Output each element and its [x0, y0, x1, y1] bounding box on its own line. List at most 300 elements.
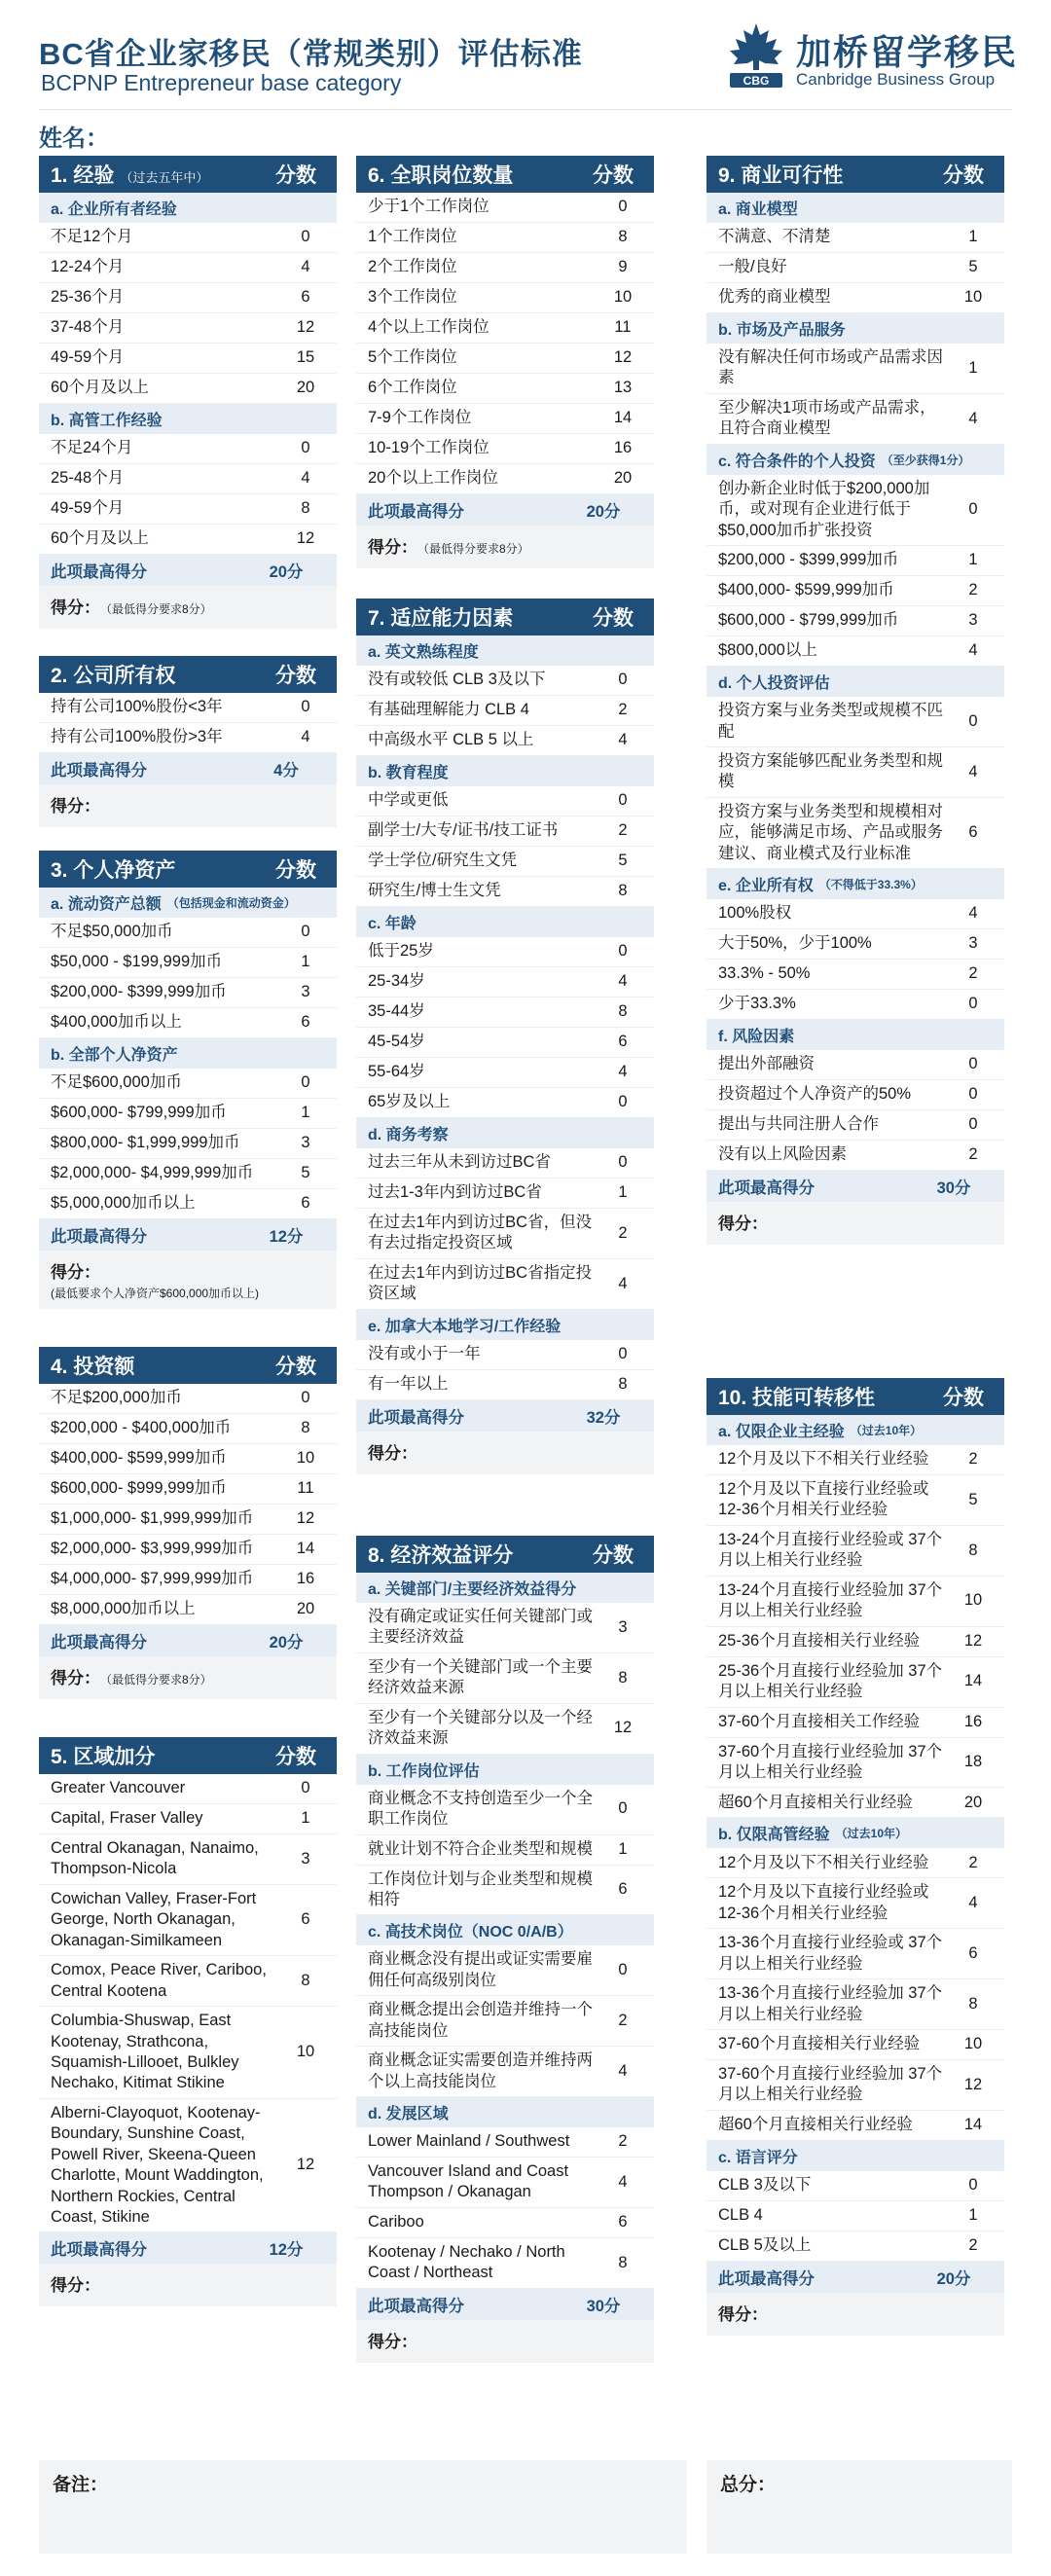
- criteria-score: 6: [618, 2213, 628, 2231]
- section-title: [51, 160, 267, 189]
- criteria-label: 不足12个月: [51, 228, 133, 246]
- subsection-header: [356, 1310, 654, 1340]
- criteria-row: [39, 1099, 337, 1129]
- section-title: [51, 660, 267, 689]
- score-column-header: 分数: [943, 164, 984, 187]
- criteria-row: [39, 464, 337, 494]
- criteria-label: 超60个月直接相关行业经验: [718, 1793, 913, 1811]
- criteria-label: 49-59个月: [51, 348, 125, 367]
- criteria-row: [707, 1657, 1004, 1708]
- criteria-row: [707, 1929, 1004, 1979]
- criteria-label: $400,000加币以上: [51, 1013, 182, 1032]
- criteria-row: [356, 1704, 654, 1755]
- criteria-row: [356, 2158, 654, 2208]
- subsection-title: b. 教育程度: [368, 765, 449, 781]
- section-title-text: 5. 区域加分: [51, 1746, 156, 1768]
- criteria-label: 13-24个月直接行业经验或 37个月以上相关行业经验: [718, 1530, 943, 1570]
- score-label: 得分：: [51, 797, 100, 816]
- subsection-title: c. 符合条件的个人投资: [718, 453, 876, 470]
- section-economic-benefits: [356, 1536, 654, 2363]
- criteria-row: [707, 2231, 1004, 2262]
- criteria-score: 4: [618, 1063, 628, 1081]
- logo-english-name: Canbridge Business Group: [796, 70, 996, 89]
- criteria-label: 在过去1年内到访过BC省指定投资区域: [368, 1263, 593, 1303]
- criteria-score: 2: [968, 1450, 978, 1469]
- criteria-row: [356, 847, 654, 877]
- criteria-score: 0: [618, 1961, 628, 1979]
- criteria-score: 20: [296, 1600, 315, 1618]
- criteria-label: 49-59个月: [51, 499, 125, 518]
- criteria-score: 2: [968, 964, 978, 983]
- criteria-label: 一般/良好: [718, 258, 787, 276]
- criteria-label: 提出与共同注册人合作: [718, 1115, 879, 1134]
- criteria-row: [356, 1945, 654, 1996]
- score-label: 得分：: [51, 599, 100, 617]
- score-entry-box[interactable]: [356, 1432, 654, 1474]
- score-label: 得分：: [718, 2304, 768, 2324]
- criteria-row: [39, 1774, 337, 1804]
- criteria-score: 2: [618, 701, 628, 719]
- criteria-row: [707, 798, 1004, 869]
- criteria-row: [356, 877, 654, 907]
- criteria-score: 18: [963, 1753, 983, 1771]
- criteria-label: CLB 3及以下: [718, 2176, 812, 2195]
- criteria-label: 不足$200,000加币: [51, 1389, 182, 1407]
- subsection-header: [39, 888, 337, 918]
- section-experience: [39, 156, 337, 629]
- criteria-score: 5: [301, 1164, 310, 1182]
- criteria-row: [356, 1835, 654, 1866]
- subsection-header: [39, 1038, 337, 1069]
- criteria-label: 13-36个月直接行业经验或 37个月以上相关行业经验: [718, 1934, 943, 1973]
- max-score-row: [39, 555, 337, 586]
- criteria-label: 13-36个月直接行业经验加 37个月以上相关行业经验: [718, 1984, 943, 2023]
- criteria-label: 12个月及以下直接行业经验或 12-36个月相关行业经验: [718, 1883, 929, 1922]
- criteria-row: [707, 475, 1004, 546]
- criteria-row: [356, 937, 654, 967]
- criteria-row: [707, 1979, 1004, 2030]
- score-entry-box[interactable]: [39, 1656, 337, 1699]
- criteria-score: 14: [296, 1540, 315, 1558]
- criteria-row: [39, 1595, 337, 1625]
- criteria-row: [356, 816, 654, 847]
- criteria-score: 0: [968, 1055, 978, 1073]
- criteria-row: [356, 374, 654, 404]
- criteria-score: 4: [968, 762, 978, 780]
- criteria-score: 10: [296, 1449, 315, 1468]
- subsection-header: [707, 667, 1004, 697]
- criteria-score: 0: [968, 2176, 978, 2195]
- criteria-label: 5个工作岗位: [368, 348, 457, 367]
- criteria-score: 12: [296, 318, 315, 337]
- score-column-header: 分数: [275, 1746, 316, 1768]
- total-score-box[interactable]: [707, 2460, 1012, 2554]
- criteria-row: [39, 693, 337, 723]
- criteria-score: 1: [968, 228, 978, 246]
- criteria-row: [356, 1088, 654, 1118]
- criteria-row: [707, 1848, 1004, 1878]
- max-score-row: [356, 2289, 654, 2320]
- score-column-header: 分数: [275, 1356, 316, 1378]
- section-header: [39, 1737, 337, 1774]
- criteria-row: [356, 1340, 654, 1370]
- criteria-row: [356, 696, 654, 726]
- subsection-title: d. 发展区域: [368, 2106, 449, 2122]
- criteria-row: [39, 1834, 337, 1885]
- subsection-title: b. 市场及产品服务: [718, 322, 846, 339]
- criteria-row: [707, 929, 1004, 960]
- criteria-score: 4: [301, 728, 310, 746]
- subsection-note: （过去10年）: [835, 1827, 908, 1841]
- criteria-score: 8: [301, 499, 310, 518]
- score-note: （最低得分要求8分）: [106, 1673, 212, 1687]
- subsection-title: e. 企业所有权: [718, 878, 814, 895]
- criteria-label: $400,000- $599,999加币: [718, 581, 894, 599]
- criteria-score: 0: [968, 1115, 978, 1134]
- criteria-row: [707, 1738, 1004, 1789]
- criteria-score: 8: [301, 1971, 310, 1989]
- score-entry-box[interactable]: [39, 2264, 337, 2306]
- criteria-row: [39, 978, 337, 1008]
- section-title: [51, 854, 267, 884]
- criteria-row: [707, 1708, 1004, 1738]
- criteria-score: 0: [618, 671, 628, 689]
- criteria-label: 12个月及以下不相关行业经验: [718, 1853, 929, 1871]
- section-header: [356, 1536, 654, 1573]
- score-entry-box[interactable]: [39, 586, 337, 629]
- criteria-row: [356, 2238, 654, 2289]
- criteria-score: 1: [968, 551, 978, 569]
- criteria-label: 就业计划不符合企业类型和规模: [368, 1839, 593, 1858]
- criteria-label: 没有确定或证实任何关键部门或主要经济效益: [368, 1608, 593, 1647]
- max-score-value: 20分: [586, 503, 621, 521]
- subsection-note: （过去10年）: [850, 1424, 923, 1437]
- criteria-label: 4个以上工作岗位: [368, 318, 489, 337]
- remarks-box[interactable]: [39, 2460, 687, 2554]
- max-score-value: 4分: [273, 762, 299, 780]
- criteria-row: [39, 494, 337, 525]
- subsection-header: [707, 1020, 1004, 1050]
- criteria-score: 4: [618, 2061, 628, 2080]
- criteria-score: 2: [968, 581, 978, 599]
- criteria-score: 1: [968, 358, 978, 377]
- criteria-score: 6: [301, 288, 310, 307]
- criteria-row: [39, 1474, 337, 1505]
- section-title: [368, 1540, 584, 1569]
- score-entry-box[interactable]: [39, 1251, 337, 1309]
- max-score-label: 此项最高得分: [368, 2297, 464, 2315]
- criteria-score: 0: [968, 995, 978, 1013]
- score-entry-box[interactable]: [707, 2293, 1004, 2336]
- criteria-label: 37-60个月直接相关工作经验: [718, 1712, 921, 1730]
- criteria-row: [39, 1505, 337, 1535]
- criteria-row: [356, 1259, 654, 1310]
- criteria-row: [707, 1577, 1004, 1627]
- criteria-row: [707, 2171, 1004, 2201]
- max-score-value: 12分: [269, 2241, 304, 2260]
- subsection-note: （至少获得1分）: [881, 453, 970, 467]
- criteria-score: 8: [618, 2253, 628, 2271]
- criteria-score: 0: [301, 228, 310, 246]
- criteria-score: 5: [968, 1490, 978, 1508]
- criteria-score: 6: [301, 1194, 310, 1213]
- subsection-title: c. 语言评分: [718, 2149, 798, 2166]
- section-header: [356, 599, 654, 635]
- criteria-row: [356, 434, 654, 464]
- criteria-score: 12: [963, 1631, 983, 1650]
- criteria-row: [707, 1050, 1004, 1080]
- criteria-score: 16: [296, 1570, 315, 1588]
- criteria-score: 6: [968, 823, 978, 842]
- max-score-row: [356, 1400, 654, 1432]
- max-score-label: 此项最高得分: [51, 1634, 147, 1651]
- criteria-score: 12: [613, 1719, 633, 1737]
- criteria-score: 16: [963, 1712, 983, 1730]
- criteria-score: 0: [301, 923, 310, 941]
- criteria-row: [356, 1370, 654, 1400]
- criteria-row: [39, 525, 337, 555]
- criteria-label: $2,000,000- $3,999,999加币: [51, 1540, 254, 1558]
- criteria-score: 2: [968, 1145, 978, 1164]
- criteria-label: 低于25岁: [368, 942, 434, 961]
- max-score-row: [707, 1171, 1004, 1202]
- criteria-label: 商业概念没有提出或证实需要雇佣任何高级别岗位: [368, 1950, 593, 1989]
- score-column-header: 分数: [275, 164, 316, 187]
- criteria-label: 25-36个月直接相关行业经验: [718, 1631, 921, 1650]
- score-column-header: 分数: [593, 164, 634, 187]
- criteria-score: 0: [301, 439, 310, 457]
- criteria-row: [707, 1110, 1004, 1141]
- header-divider: [39, 109, 1012, 110]
- criteria-row: [356, 2208, 654, 2238]
- criteria-row: [356, 404, 654, 434]
- criteria-label: 优秀的商业模型: [718, 288, 831, 307]
- criteria-score: 14: [963, 2116, 983, 2134]
- criteria-label: $800,000以上: [718, 641, 817, 660]
- criteria-label: 副学士/大专/证书/技工证书: [368, 821, 559, 840]
- section-title: [718, 1382, 934, 1411]
- max-score-row: [707, 2262, 1004, 2293]
- criteria-row: [707, 899, 1004, 929]
- criteria-score: 2: [618, 2011, 628, 2029]
- criteria-row: [39, 374, 337, 404]
- subsection-header: [356, 2097, 654, 2127]
- criteria-score: 2: [968, 1853, 978, 1871]
- criteria-score: 8: [618, 1375, 628, 1394]
- section-title-text: 7. 适应能力因素: [368, 607, 514, 630]
- criteria-label: 25-36个月直接行业经验加 37个月以上相关行业经验: [718, 1661, 943, 1701]
- subsection-note: （包括现金和流动资金）: [166, 896, 296, 910]
- score-entry-box[interactable]: [707, 1202, 1004, 1245]
- criteria-label: 至少有一个关键部门或一个主要经济效益来源: [368, 1657, 593, 1697]
- section-title: [718, 160, 934, 189]
- criteria-label: 3个工作岗位: [368, 288, 457, 307]
- criteria-row: [39, 1008, 337, 1038]
- criteria-row: [39, 2007, 337, 2099]
- criteria-score: 20: [613, 469, 633, 488]
- criteria-row: [39, 1069, 337, 1099]
- criteria-label: 1个工作岗位: [368, 228, 457, 246]
- criteria-row: [707, 253, 1004, 283]
- criteria-row: [356, 1148, 654, 1179]
- criteria-label: $50,000 - $199,999加币: [51, 953, 223, 971]
- section-title: [51, 1351, 267, 1380]
- criteria-label: 少于33.3%: [718, 995, 796, 1013]
- criteria-row: [707, 1526, 1004, 1577]
- criteria-label: 工作岗位计划与企业类型和规模相符: [368, 1869, 593, 1908]
- section-title: [51, 1741, 267, 1770]
- section-net-worth: [39, 851, 337, 1309]
- criteria-score: 0: [968, 1085, 978, 1104]
- section-title-text: 6. 全职岗位数量: [368, 164, 514, 187]
- max-score-row: [39, 753, 337, 784]
- criteria-label: $600,000- $999,999加币: [51, 1479, 227, 1498]
- criteria-score: 6: [301, 1910, 310, 1929]
- subsection-header: [707, 869, 1004, 899]
- criteria-score: 11: [614, 318, 632, 337]
- max-score-row: [356, 494, 654, 526]
- criteria-label: 25-48个月: [51, 469, 125, 488]
- max-score-label: 此项最高得分: [368, 503, 464, 521]
- criteria-label: 55-64岁: [368, 1063, 425, 1081]
- criteria-label: 投资方案能够匹配业务类型和规模: [718, 751, 943, 791]
- criteria-label: 100%股权: [718, 904, 792, 923]
- criteria-score: 5: [618, 852, 628, 870]
- criteria-score: 12: [963, 2075, 983, 2093]
- criteria-row: [356, 1603, 654, 1653]
- criteria-score: 1: [301, 1104, 310, 1122]
- max-score-label: 此项最高得分: [718, 1179, 815, 1198]
- criteria-label: 投资方案与业务类型或规模不匹配: [718, 702, 943, 741]
- criteria-label: Capital, Fraser Valley: [51, 1809, 203, 1828]
- criteria-label: 学士学位/研究生文凭: [368, 852, 518, 870]
- criteria-row: [356, 193, 654, 223]
- criteria-row: [707, 2111, 1004, 2141]
- criteria-score: 2: [618, 2132, 628, 2151]
- criteria-label: Comox, Peace River, Cariboo, Central Kootena: [51, 1961, 267, 2000]
- subsection-title: c. 高技术岗位（NOC 0/A/B）: [368, 1924, 573, 1941]
- criteria-row: [707, 1080, 1004, 1110]
- criteria-label: 有基础理解能力 CLB 4: [368, 701, 529, 719]
- criteria-score: 5: [968, 258, 978, 276]
- criteria-score: 8: [618, 228, 628, 246]
- subsection-header: [356, 1755, 654, 1785]
- score-label: 得分：: [368, 1443, 417, 1463]
- criteria-label: Greater Vancouver: [51, 1779, 186, 1797]
- subsection-header: [39, 193, 337, 223]
- criteria-row: [356, 253, 654, 283]
- subsection-title: a. 商业模型: [718, 201, 798, 218]
- criteria-row: [707, 223, 1004, 253]
- criteria-row: [39, 1956, 337, 2007]
- criteria-score: 10: [963, 1591, 983, 1610]
- subsection-header: [39, 404, 337, 434]
- criteria-label: Central Okanagan, Nanaimo, Thompson-Nicola: [51, 1839, 259, 1878]
- section-company-ownership: [39, 656, 337, 827]
- criteria-row: [356, 2047, 654, 2097]
- criteria-score: 0: [618, 1153, 628, 1172]
- criteria-score: 12: [613, 348, 633, 367]
- section-header: [39, 656, 337, 693]
- criteria-label: 过去三年从未到访过BC省: [368, 1153, 551, 1172]
- max-score-value: 20分: [269, 563, 304, 581]
- section-title-note: （过去五年中）: [120, 170, 209, 185]
- subsection-title: c. 年龄: [368, 916, 417, 932]
- max-score-label: 此项最高得分: [51, 2241, 147, 2260]
- criteria-label: 研究生/博士生文凭: [368, 882, 501, 900]
- criteria-row: [39, 283, 337, 313]
- criteria-row: [356, 1179, 654, 1209]
- criteria-row: [39, 1535, 337, 1565]
- score-entry-box[interactable]: [356, 526, 654, 568]
- criteria-row: [356, 464, 654, 494]
- criteria-label: 没有或较低 CLB 3及以下: [368, 671, 546, 689]
- criteria-score: 4: [618, 2172, 628, 2191]
- criteria-label: CLB 5及以上: [718, 2236, 812, 2255]
- criteria-label: 有一年以上: [368, 1375, 449, 1394]
- criteria-label: Cariboo: [368, 2213, 424, 2231]
- section-title-text: 2. 公司所有权: [51, 665, 176, 687]
- criteria-score: 10: [613, 288, 633, 307]
- criteria-score: 0: [301, 1073, 310, 1092]
- criteria-label: $600,000 - $799,999加币: [718, 611, 899, 630]
- criteria-label: $2,000,000- $4,999,999加币: [51, 1164, 254, 1182]
- score-entry-box[interactable]: [39, 784, 337, 827]
- criteria-label: 投资超过个人净资产的50%: [718, 1085, 912, 1104]
- criteria-row: [356, 344, 654, 374]
- criteria-row: [39, 1565, 337, 1595]
- criteria-score: 11: [297, 1479, 314, 1498]
- subsection-header: [707, 313, 1004, 344]
- criteria-label: 不足24个月: [51, 439, 133, 457]
- subsection-header: [356, 635, 654, 666]
- criteria-row: [707, 697, 1004, 747]
- criteria-label: $400,000- $599,999加币: [51, 1449, 227, 1468]
- criteria-row: [39, 344, 337, 374]
- score-note: （最低得分要求8分）: [423, 542, 529, 556]
- criteria-label: CLB 4: [718, 2206, 763, 2225]
- criteria-label: 在过去1年内到访过BC省，但没有去过指定投资区域: [368, 1214, 593, 1252]
- subsection-title: a. 英文熟练程度: [368, 644, 479, 661]
- page-title: BC省企业家移民（常规类别）评估标准: [39, 37, 583, 71]
- criteria-row: [707, 344, 1004, 394]
- score-column-header: 分数: [275, 665, 316, 687]
- score-entry-box[interactable]: [356, 2320, 654, 2363]
- criteria-label: $200,000- $399,999加币: [51, 983, 227, 1001]
- criteria-label: Alberni-Clayoquot, Kootenay-Boundary, Sunshine Coast, Powell River, Skeena-Queen Charlotte, Mount Waddington, Northern Rockies, Central Coast, Stikine: [51, 2103, 264, 2226]
- remarks-label: 备注：: [53, 2475, 109, 2495]
- score-column-header: 分数: [943, 1387, 984, 1409]
- criteria-label: 37-60个月直接相关行业经验: [718, 2035, 921, 2053]
- criteria-row: [39, 1885, 337, 1956]
- criteria-label: 没有解决任何市场或产品需求因素: [718, 348, 943, 387]
- criteria-score: 10: [296, 2043, 315, 2061]
- criteria-row: [707, 747, 1004, 798]
- section-full-time-jobs: [356, 156, 654, 568]
- criteria-score: 0: [618, 1345, 628, 1363]
- max-score-row: [39, 1625, 337, 1656]
- subsection-title: a. 仅限企业主经验: [718, 1424, 845, 1440]
- criteria-score: 0: [618, 1093, 628, 1111]
- criteria-row: [39, 2099, 337, 2233]
- criteria-label: 不足$600,000加币: [51, 1073, 182, 1092]
- criteria-score: 15: [296, 348, 315, 367]
- criteria-score: 4: [968, 641, 978, 660]
- max-score-value: 12分: [269, 1228, 304, 1246]
- criteria-score: 3: [301, 1849, 310, 1868]
- section-header: [39, 156, 337, 193]
- max-score-label: 此项最高得分: [718, 2269, 815, 2288]
